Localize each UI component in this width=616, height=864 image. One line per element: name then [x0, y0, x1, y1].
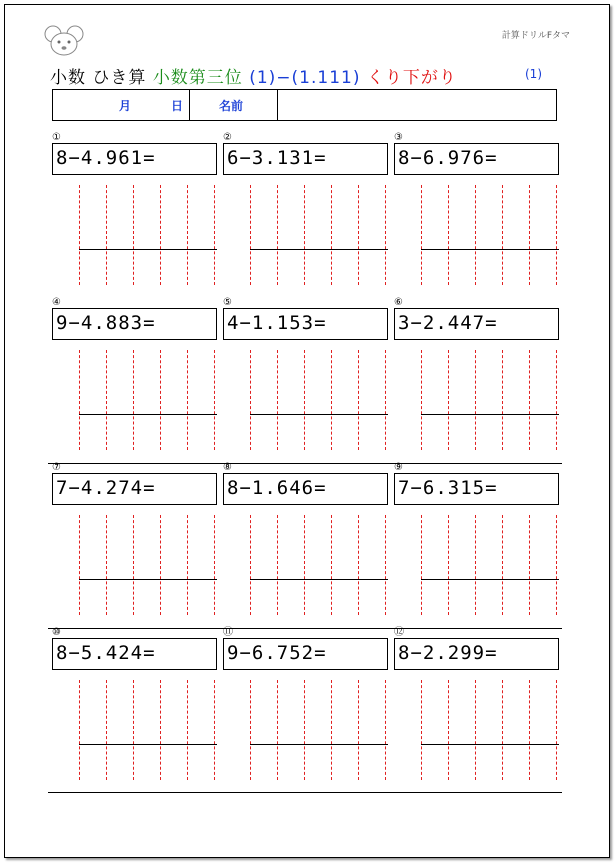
- problem-expression: 7−6.315=: [394, 473, 559, 505]
- guide-dashed-line: [385, 185, 386, 285]
- answer-line: [250, 414, 388, 415]
- guide-dashed-line: [502, 680, 503, 780]
- guide-dashed-line: [331, 680, 332, 780]
- guide-dashed-line: [106, 680, 107, 780]
- problem-expression: 8−5.424=: [52, 638, 217, 670]
- guide-dashed-line: [421, 185, 422, 285]
- guide-dashed-line: [556, 515, 557, 615]
- guide-dashed-line: [556, 680, 557, 780]
- guide-dashed-line: [214, 350, 215, 450]
- name-label: 名前: [219, 99, 244, 113]
- problem-number: ⑩: [52, 627, 61, 638]
- guide-dashed-line: [385, 680, 386, 780]
- problem-number: ②: [223, 132, 232, 143]
- guide-dashed-line: [502, 350, 503, 450]
- answer-line: [250, 249, 388, 250]
- guide-dashed-line: [448, 350, 449, 450]
- answer-line: [421, 249, 559, 250]
- guide-dashed-line: [214, 515, 215, 615]
- guide-dashed-line: [133, 350, 134, 450]
- answer-line: [421, 579, 559, 580]
- mouse-mascot-icon: [44, 22, 84, 58]
- guide-dashed-line: [358, 680, 359, 780]
- guide-dashed-line: [187, 515, 188, 615]
- guide-dashed-line: [133, 185, 134, 285]
- title-topic: 小数 ひき算: [50, 68, 147, 88]
- guide-dashed-line: [448, 185, 449, 285]
- guide-dashed-line: [304, 515, 305, 615]
- guide-dashed-line: [448, 680, 449, 780]
- guide-dashed-line: [556, 350, 557, 450]
- problem-cell: [52, 463, 217, 623]
- guide-dashed-line: [448, 515, 449, 615]
- problem-expression: 9−6.752=: [223, 638, 388, 670]
- guide-dashed-line: [502, 515, 503, 615]
- problem-expression: 8−6.976=: [394, 143, 559, 175]
- guide-dashed-line: [385, 350, 386, 450]
- name-divider: [189, 90, 190, 120]
- problem-number: ⑤: [223, 297, 232, 308]
- guide-dashed-line: [160, 515, 161, 615]
- problem-expression: 8−1.646=: [223, 473, 388, 505]
- problem-cell: [394, 133, 559, 293]
- guide-dashed-line: [529, 515, 530, 615]
- guide-dashed-line: [421, 515, 422, 615]
- title-type: くり下がり: [366, 68, 457, 88]
- guide-dashed-line: [214, 185, 215, 285]
- problem-cell: [52, 628, 217, 788]
- guide-dashed-line: [133, 680, 134, 780]
- problem-expression: 8−2.299=: [394, 638, 559, 670]
- problem-expression: 9−4.883=: [52, 308, 217, 340]
- guide-dashed-line: [187, 680, 188, 780]
- name-date-bar: [52, 89, 557, 121]
- guide-dashed-line: [331, 350, 332, 450]
- bottom-separator: [48, 792, 562, 793]
- brand-label: 計算ドリルFタマ: [501, 31, 570, 41]
- guide-dashed-line: [529, 350, 530, 450]
- row-separator: [48, 628, 562, 629]
- guide-dashed-line: [304, 680, 305, 780]
- guide-dashed-line: [250, 515, 251, 615]
- page-title: [50, 63, 457, 88]
- title-range: (1)−(1.111): [249, 68, 361, 88]
- guide-dashed-line: [358, 185, 359, 285]
- guide-dashed-line: [79, 515, 80, 615]
- guide-dashed-line: [475, 515, 476, 615]
- problem-expression: 3−2.447=: [394, 308, 559, 340]
- answer-line: [250, 579, 388, 580]
- guide-dashed-line: [529, 185, 530, 285]
- guide-dashed-line: [529, 680, 530, 780]
- guide-dashed-line: [358, 350, 359, 450]
- problem-cell: [223, 133, 388, 293]
- problem-cell: [223, 463, 388, 623]
- guide-dashed-line: [250, 680, 251, 780]
- guide-dashed-line: [304, 185, 305, 285]
- guide-dashed-line: [475, 680, 476, 780]
- name-field[interactable]: [278, 90, 556, 120]
- problem-number: ⑥: [394, 297, 403, 308]
- guide-dashed-line: [160, 350, 161, 450]
- guide-dashed-line: [79, 680, 80, 780]
- guide-dashed-line: [502, 185, 503, 285]
- problem-number: ⑫: [394, 627, 404, 638]
- guide-dashed-line: [277, 185, 278, 285]
- problem-cell: [394, 463, 559, 623]
- row-separator: [48, 463, 562, 464]
- answer-line: [79, 744, 217, 745]
- guide-dashed-line: [160, 680, 161, 780]
- problem-number: ⑦: [52, 462, 61, 473]
- guide-dashed-line: [160, 185, 161, 285]
- answer-line: [79, 414, 217, 415]
- guide-dashed-line: [187, 185, 188, 285]
- guide-dashed-line: [277, 680, 278, 780]
- guide-dashed-line: [277, 350, 278, 450]
- guide-dashed-line: [421, 680, 422, 780]
- guide-dashed-line: [385, 515, 386, 615]
- guide-dashed-line: [331, 515, 332, 615]
- problem-number: ④: [52, 297, 61, 308]
- problem-number: ⑧: [223, 462, 232, 473]
- day-label: 日: [171, 99, 184, 113]
- guide-dashed-line: [250, 185, 251, 285]
- problem-cell: [52, 298, 217, 458]
- answer-line: [421, 414, 559, 415]
- guide-dashed-line: [106, 350, 107, 450]
- guide-dashed-line: [250, 350, 251, 450]
- answer-line: [250, 744, 388, 745]
- title-level: 小数第三位: [152, 68, 243, 88]
- problem-cell: [394, 628, 559, 788]
- guide-dashed-line: [277, 515, 278, 615]
- guide-dashed-line: [106, 515, 107, 615]
- problem-expression: 8−4.961=: [52, 143, 217, 175]
- sheet-number: (1): [525, 67, 542, 81]
- problem-expression: 7−4.274=: [52, 473, 217, 505]
- problem-number: ①: [52, 132, 61, 143]
- answer-line: [79, 249, 217, 250]
- answer-line: [79, 579, 217, 580]
- guide-dashed-line: [421, 350, 422, 450]
- problem-number: ③: [394, 132, 403, 143]
- guide-dashed-line: [214, 680, 215, 780]
- problem-cell: [52, 133, 217, 293]
- guide-dashed-line: [133, 515, 134, 615]
- month-label: 月: [119, 99, 132, 113]
- guide-dashed-line: [556, 185, 557, 285]
- guide-dashed-line: [331, 185, 332, 285]
- guide-dashed-line: [187, 350, 188, 450]
- guide-dashed-line: [304, 350, 305, 450]
- answer-line: [421, 744, 559, 745]
- guide-dashed-line: [79, 185, 80, 285]
- problem-number: ⑨: [394, 462, 403, 473]
- problem-expression: 4−1.153=: [223, 308, 388, 340]
- problem-cell: [223, 298, 388, 458]
- guide-dashed-line: [79, 350, 80, 450]
- guide-dashed-line: [358, 515, 359, 615]
- problem-cell: [223, 628, 388, 788]
- problem-expression: 6−3.131=: [223, 143, 388, 175]
- guide-dashed-line: [106, 185, 107, 285]
- guide-dashed-line: [475, 350, 476, 450]
- problem-cell: [394, 298, 559, 458]
- guide-dashed-line: [475, 185, 476, 285]
- problem-number: ⑪: [223, 627, 233, 638]
